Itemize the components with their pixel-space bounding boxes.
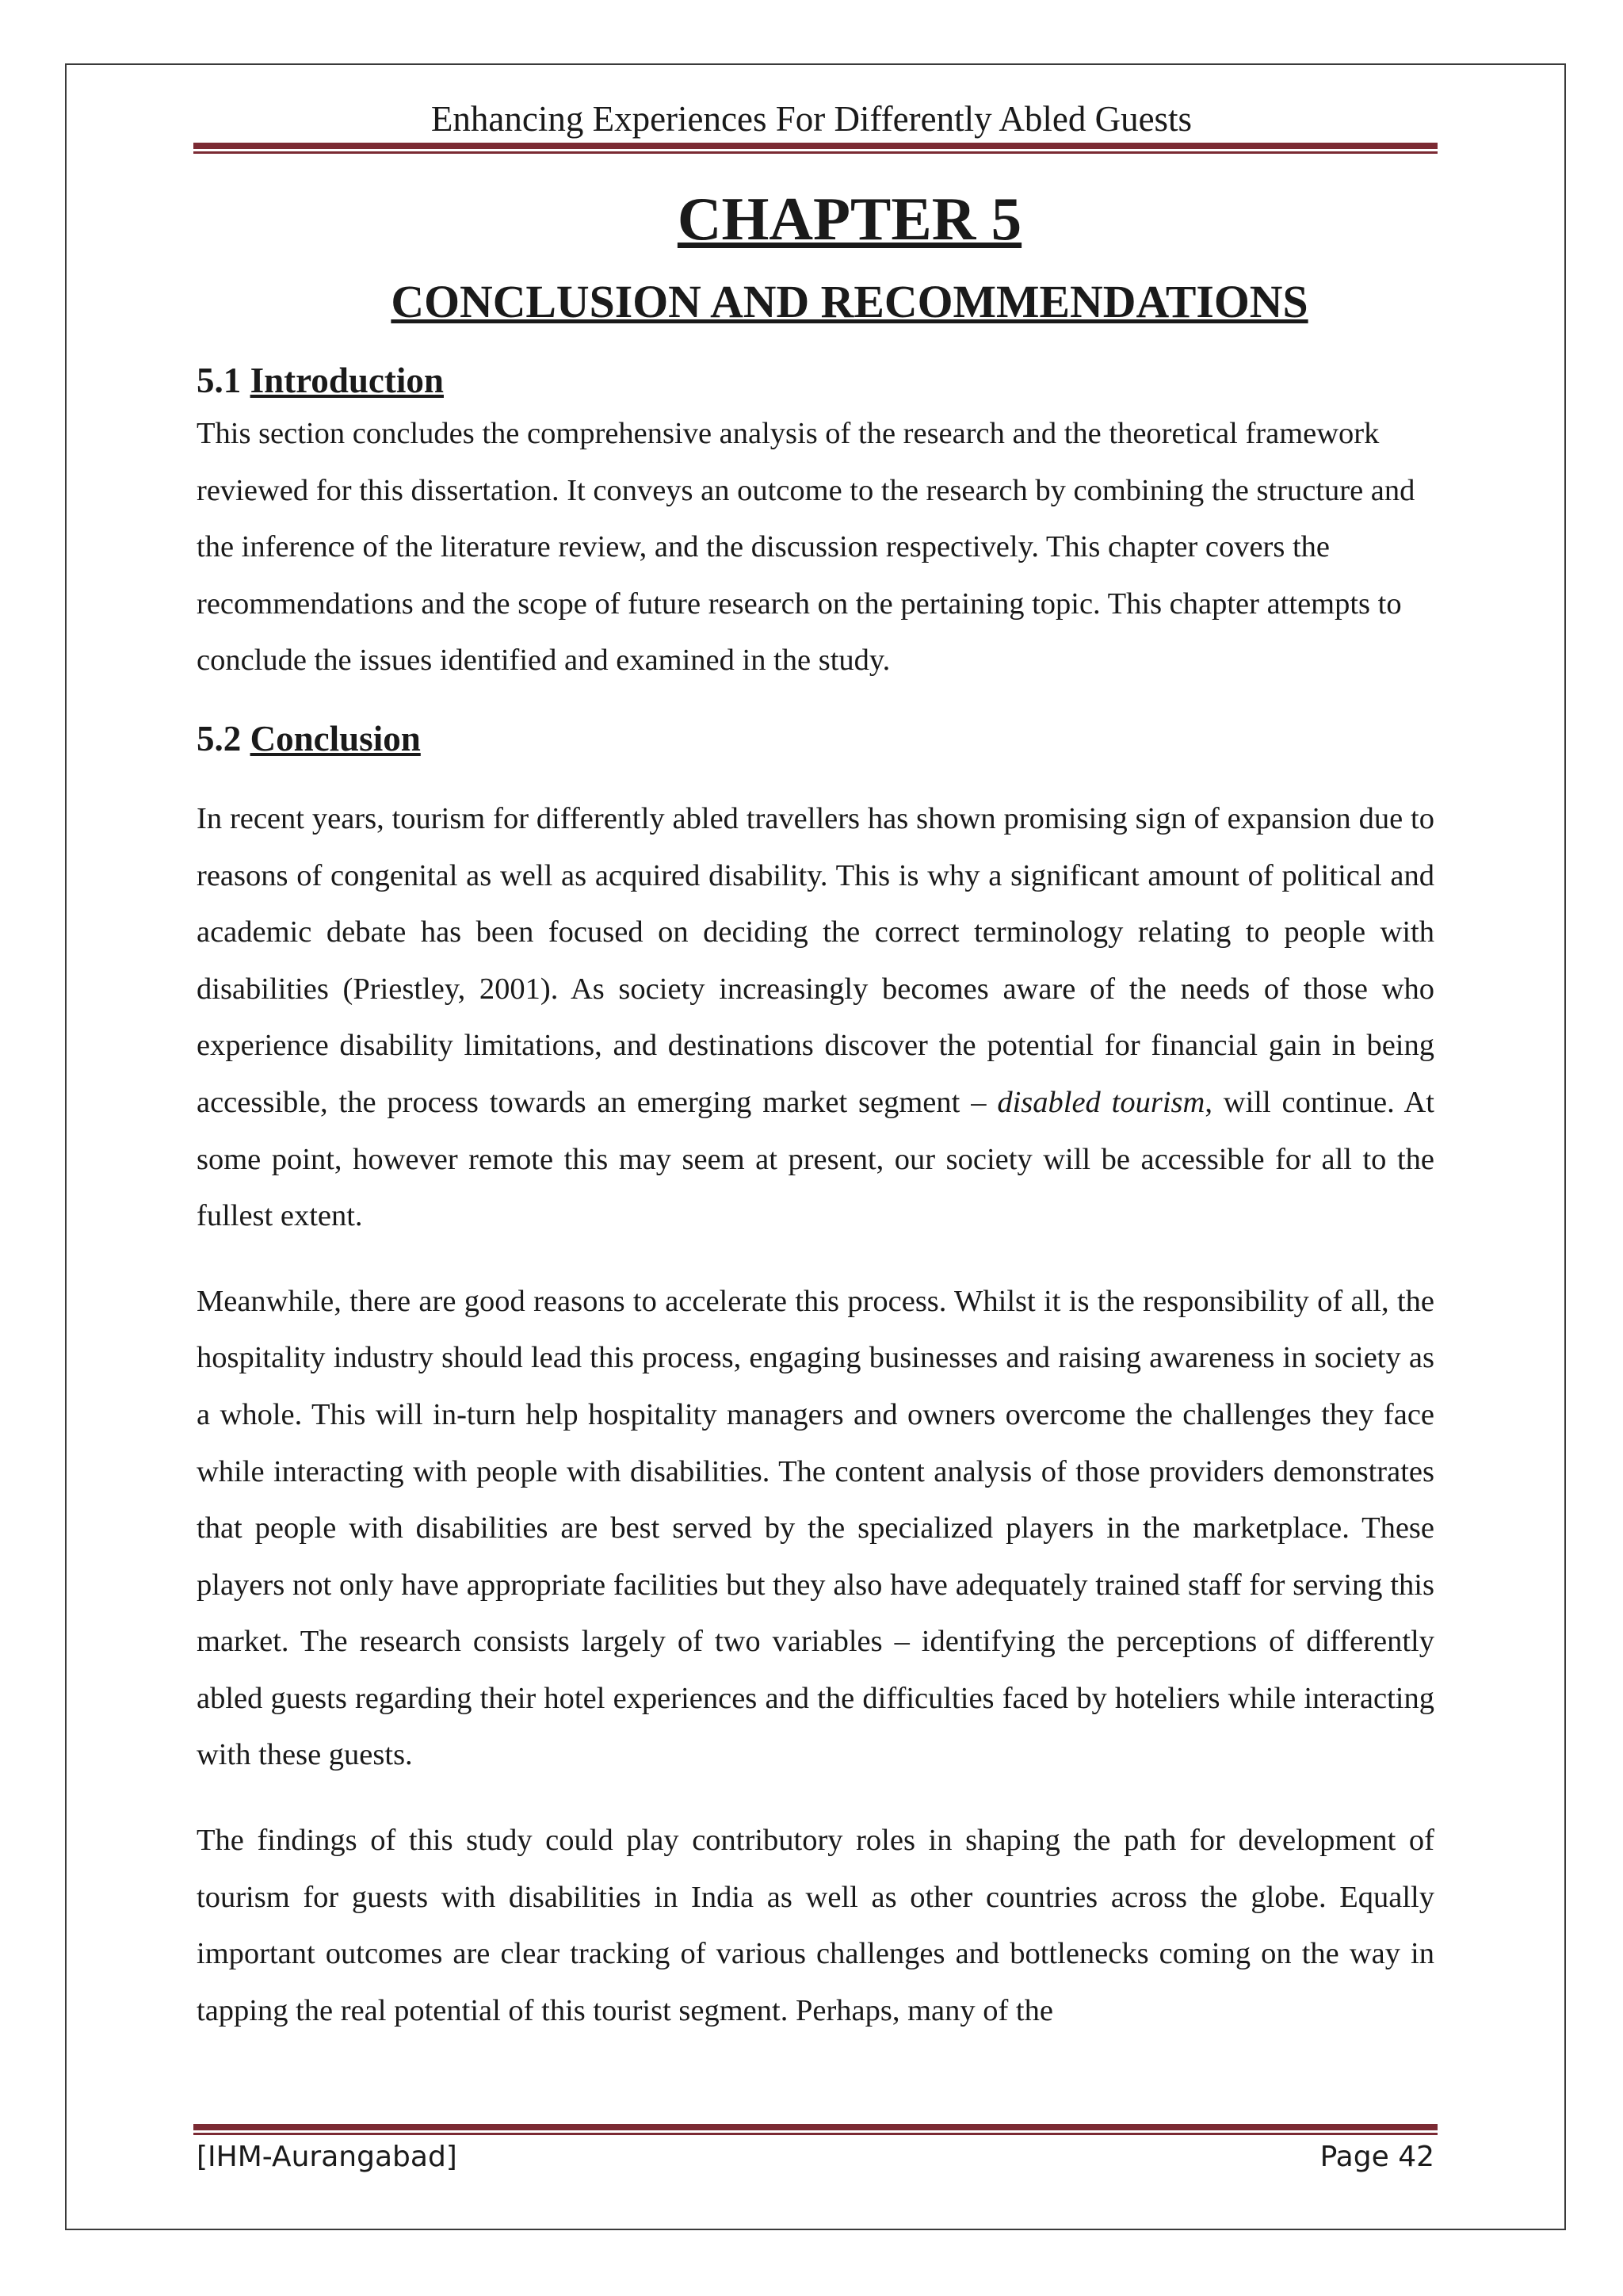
- conclusion-paragraph-1: [197, 791, 1434, 1245]
- section-number: 5.2: [197, 718, 242, 758]
- section-title: Introduction: [250, 361, 444, 400]
- running-header: Enhancing Experiences For Differently Abled Guests: [430, 99, 1193, 139]
- conclusion-paragraph-2: Meanwhile, there are good reasons to accelerate this process. Whilst it is the responsibility of all, the hospitality industry should lead this process, engaging businesses and raising awareness in society as a whole. This will in-turn help hospitality managers and owners overcome the challenges they face while interacting with people with disabilities. The content analysis of those providers demonstrates that people with disabilities are best served by the specialized players in the marketplace. These players not only have appropriate facilities but they also have adequately trained staff for serving this market. The research consists largely of two variables – identifying the perceptions of differently abled guests regarding their hotel experiences and the difficulties faced by hoteliers while interacting with these guests.: [197, 1284, 1434, 1772]
- section-number: 5.1: [197, 361, 242, 400]
- chapter-number: CHAPTER 5: [677, 185, 1022, 253]
- conclusion-paragraph-3: The findings of this study could play contributory roles in shaping the path for development of tourism for guests with disabilities in India as well as other countries across the globe. Equally important outcomes are clear tracking of various challenges and bottlenecks coming on the way in tapping the real potential of this tourist segment. Perhaps, many of the: [197, 1824, 1434, 2027]
- emphasis-text: disabled tourism: [997, 1085, 1205, 1119]
- paragraph-text: In recent years, tourism for differently abled travellers has shown promising sign of expansion due to reasons of congenital as well as acquired disability. This is why a significant amount of political and academic debate has been focused on deciding the correct terminology relating to people with disabilities (Priestley, 2001). As society increasingly becomes aware of the needs of those who experience disability limitations, and destinations discover the potential for financial gain in being accessible, the process towards an emerging market segment –: [197, 801, 1434, 1119]
- section-heading-introduction: [197, 355, 1434, 406]
- footer-institution: [IHM-Aurangabad]: [197, 2141, 457, 2173]
- section-title: Conclusion: [250, 718, 421, 758]
- header-rule: [193, 143, 1438, 154]
- page-content: [197, 185, 1434, 2039]
- page-number: Page 42: [1319, 2141, 1434, 2173]
- chapter-title: CONCLUSION AND RECOMMENDATIONS: [391, 277, 1308, 327]
- paragraph-text: , will continue. At some point, however remote this may seem at present, our society will be accessible for all to the fullest extent.: [197, 1085, 1434, 1233]
- section-heading-conclusion: [197, 713, 1434, 764]
- intro-paragraph: This section concludes the comprehensive analysis of the research and the theoretical framework reviewed for this dissertation. It conveys an outcome to the research by combining the structure and the inference of the literature review, and the discussion respectively. This chapter covers the recommendations and the scope of future research on the pertaining topic. This chapter attempts to conclude the issues identified and examined in the study.: [197, 417, 1415, 678]
